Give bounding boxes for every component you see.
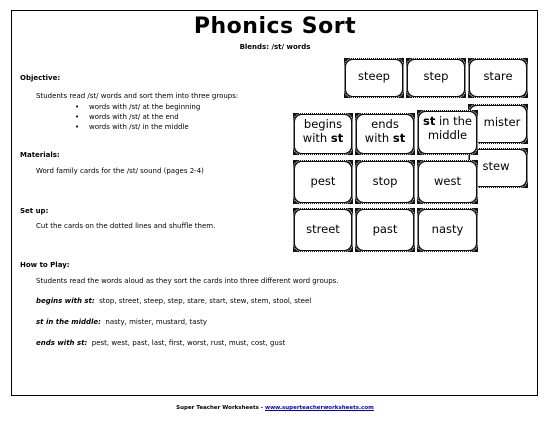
category-label: ends with st:	[36, 339, 88, 347]
word-card-street: street	[293, 208, 353, 252]
category-words: nasty, mister, mustard, tasty	[105, 318, 208, 326]
word-card-past: past	[355, 208, 415, 252]
objective-intro: Students read /st/ words and sort them into three groups:	[36, 92, 239, 100]
objective-bullet-list	[75, 102, 200, 132]
word-card-pest: pest	[293, 160, 353, 204]
word-card-stop: stop	[355, 160, 415, 204]
setup-text: Cut the cards on the dotted lines and shuffle them.	[36, 222, 216, 230]
setup-heading: Set up:	[20, 207, 49, 215]
how-to-play-heading: How to Play:	[20, 261, 70, 269]
materials-text: Word family cards for the /st/ sound (pages 2-4)	[36, 167, 204, 175]
category-label: st in the middle:	[36, 318, 101, 326]
category-ends-with-st	[36, 339, 285, 347]
word-card-stare: stare	[468, 58, 528, 98]
category-st-in-middle	[36, 318, 207, 326]
header-card-st-in-middle: st in the middle	[417, 110, 478, 155]
objective-bullet: • words with /st/ at the end	[75, 112, 200, 122]
word-card-steep: steep	[344, 58, 404, 98]
footer-link[interactable]: www.superteacherworksheets.com	[264, 405, 374, 411]
header-card-ends-with-st: ends with st	[355, 113, 415, 155]
how-to-play-text: Students read the words aloud as they sort the cards into three different word groups.	[36, 277, 339, 285]
objective-bullet: • words with /st/ in the middle	[75, 122, 200, 132]
header-card-begins-with-st: begins with st	[293, 113, 353, 155]
objective-heading: Objective:	[20, 74, 61, 82]
footer	[0, 405, 550, 411]
word-card-stew: stew	[468, 148, 528, 188]
objective-bullet: • words with /st/ at the beginning	[75, 102, 200, 112]
category-words: stop, street, steep, step, stare, start, stew, stem, stool, steel	[99, 297, 312, 305]
page-subtitle: Blends: /st/ words	[239, 43, 311, 51]
word-card-west: west	[417, 160, 478, 204]
category-label: begins with st:	[36, 297, 95, 305]
page-title: Phonics Sort	[193, 14, 357, 39]
category-words: pest, west, past, last, first, worst, rust, must, cost, gust	[91, 339, 286, 347]
word-card-step: step	[406, 58, 466, 98]
footer-text: Super Teacher Worksheets -	[176, 405, 265, 411]
word-card-mister: mister	[468, 104, 528, 144]
category-begins-with-st	[36, 297, 311, 305]
materials-heading: Materials:	[20, 151, 60, 159]
word-card-nasty: nasty	[417, 208, 478, 252]
